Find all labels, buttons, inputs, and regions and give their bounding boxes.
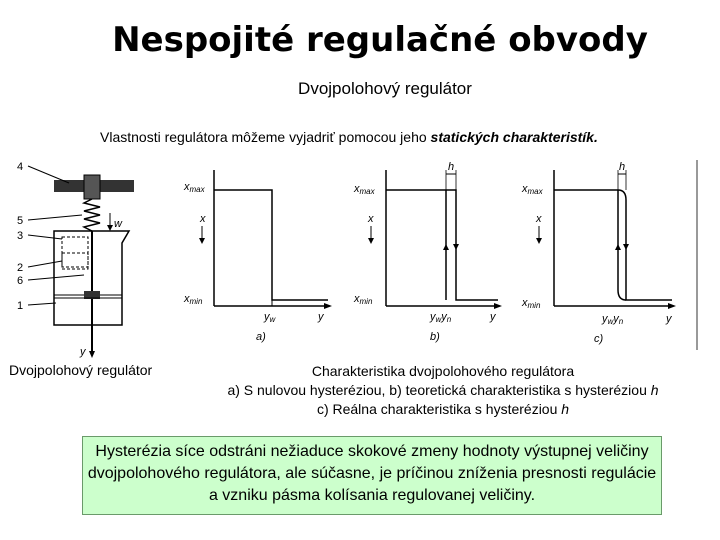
panel-b-h: h xyxy=(448,161,455,173)
panel-c-characteristic xyxy=(554,190,672,300)
panel-b-tag: b) xyxy=(430,331,440,343)
intro-emphasis: statických charakteristík. xyxy=(430,129,598,145)
panel-b-characteristic xyxy=(386,190,498,300)
panel-c xyxy=(521,161,676,345)
panel-b-ywyn: ywyn xyxy=(430,311,452,324)
panel-a-characteristic xyxy=(214,190,328,300)
characteristics-figure xyxy=(168,160,698,350)
w-label: w xyxy=(114,218,122,230)
caption-line-1: Charakteristika dvojpolohového regulátora xyxy=(311,363,575,379)
characteristics-svg xyxy=(168,160,696,350)
panel-c-x-axis-label: x xyxy=(536,213,542,225)
caption-line-2: a) S nulovou hysteréziou, b) teoretická charakteristika s hysteréziou h xyxy=(227,382,659,398)
regulator-screw-head xyxy=(84,175,100,199)
part-label: 6 xyxy=(17,275,24,287)
part-label: 5 xyxy=(17,215,24,227)
panel-b-xmin: xmin xyxy=(354,293,373,306)
panel-a-x-axis-label: x xyxy=(200,213,206,225)
panel-c-y-axis-label: y xyxy=(666,313,672,325)
panel-c-xmin: xmin xyxy=(522,297,541,310)
regulator-caption: Dvojpolohový regulátor xyxy=(9,362,153,378)
caption-line-3: c) Reálna charakteristika s hysteréziou h xyxy=(316,401,570,417)
hysteresis-note: Hysterézia síce odstráni nežiaduce skokové zmeny hodnoty výstupnej veličiny dvojpolohového regulátora, ale súčasne, je príčinou zníženia presnosti regulácie a vzniku pásma kolísania regulovanej veličiny. xyxy=(82,436,662,515)
regulator-drawing xyxy=(14,155,164,358)
intro-plain: Vlastnosti regulátora môžeme vyjadriť pomocou jeho xyxy=(100,129,431,145)
part-label: 4 xyxy=(17,161,24,173)
intro-text xyxy=(100,129,598,145)
panel-c-h: h xyxy=(619,161,626,173)
panel-b xyxy=(353,161,502,343)
panel-b-y-axis-label: y xyxy=(490,311,496,323)
page-subtitle: Dvojpolohový regulátor xyxy=(298,79,472,98)
panel-b-x-axis-label: x xyxy=(368,213,374,225)
page-title: Nespojité regulačné obvody xyxy=(112,20,648,60)
part-label: 1 xyxy=(17,300,24,312)
panel-c-xmax: xmax xyxy=(522,183,543,196)
part-label: 2 xyxy=(17,262,24,274)
panel-a-tag: a) xyxy=(256,331,266,343)
panel-a-yw: yw xyxy=(264,311,276,324)
panel-c-tag: c) xyxy=(594,333,604,345)
panel-c-ywyn: ywyn xyxy=(602,313,624,326)
part-label: 3 xyxy=(17,230,24,242)
panel-a-y-axis-label: y xyxy=(318,311,324,323)
y-label: y xyxy=(80,346,86,358)
panel-a-xmin: xmin xyxy=(184,293,203,306)
panel-a-xmax: xmax xyxy=(184,181,205,194)
panel-b-xmax: xmax xyxy=(354,183,375,196)
panel-a xyxy=(183,170,332,343)
characteristics-caption xyxy=(178,362,708,419)
